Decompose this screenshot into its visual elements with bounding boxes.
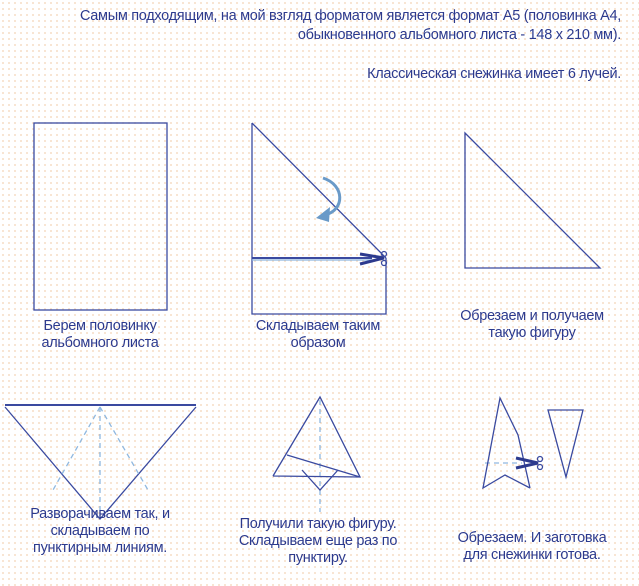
step1-sheet — [34, 123, 167, 310]
caption-line: пунктирным линиям. — [33, 540, 167, 556]
intro-line-1: Самым подходящим, на мой взгляд форматом является формат А5 (половинка А4, — [79, 8, 621, 24]
scissors-icon — [516, 457, 543, 470]
step5-figure — [273, 397, 360, 512]
caption-line: Берем половинку — [43, 318, 157, 334]
step3-triangle — [465, 133, 600, 268]
caption-line: Обрезаем. И заготовка — [457, 530, 607, 546]
caption-line: пунктиру. — [288, 550, 348, 566]
step1-caption — [41, 318, 158, 352]
intro-line-2: обыкновенного альбомного листа - 148 х 210 мм). — [297, 27, 621, 43]
caption-line: Получили такую фигуру. — [239, 516, 397, 532]
caption-line: образом — [290, 335, 346, 351]
caption-line: Обрезаем и получаем — [460, 308, 604, 324]
step2-caption — [256, 318, 380, 352]
caption-line: Разворачиваем так, и — [30, 506, 170, 522]
step6-cut — [483, 398, 583, 488]
caption-line: альбомного листа — [41, 335, 159, 351]
intro-line-3: Классическая снежинка имеет 6 лучей. — [367, 66, 621, 82]
caption-line: такую фигуру — [488, 325, 576, 341]
step6-caption — [458, 530, 607, 564]
step4-caption — [30, 506, 170, 557]
step4-unfolded — [5, 405, 196, 519]
step5-caption — [239, 516, 397, 567]
step2-fold — [252, 123, 387, 314]
caption-line: Складываем еще раз по — [238, 533, 398, 549]
caption-line: Складываем таким — [255, 318, 381, 334]
caption-line: для снежинки готова. — [463, 547, 601, 563]
step3-caption — [460, 308, 604, 342]
caption-line: складываем по — [50, 523, 150, 539]
